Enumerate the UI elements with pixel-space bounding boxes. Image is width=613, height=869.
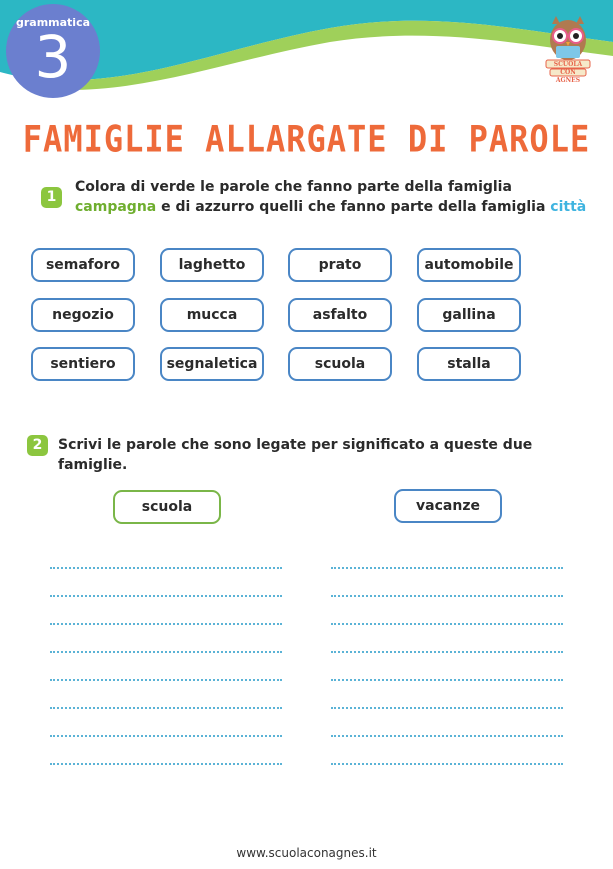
word-box-gallina[interactable]: gallina <box>417 298 521 332</box>
writing-line[interactable] <box>50 623 282 625</box>
writing-line[interactable] <box>50 735 282 737</box>
writing-line[interactable] <box>331 735 563 737</box>
word-box-stalla[interactable]: stalla <box>417 347 521 381</box>
word-box-segnaletica[interactable]: segnaletica <box>160 347 264 381</box>
word-box-semaforo[interactable]: semaforo <box>31 248 135 282</box>
family-box-vacanze: vacanze <box>394 489 502 523</box>
writing-line[interactable] <box>50 595 282 597</box>
writing-line[interactable] <box>331 623 563 625</box>
exercise-1-instruction <box>75 177 595 217</box>
writing-line[interactable] <box>331 595 563 597</box>
writing-line[interactable] <box>50 651 282 653</box>
word-box-laghetto[interactable]: laghetto <box>160 248 264 282</box>
writing-line[interactable] <box>50 763 282 765</box>
word-box-sentiero[interactable]: sentiero <box>31 347 135 381</box>
word-box-automobile[interactable]: automobile <box>417 248 521 282</box>
word-box-asfalto[interactable]: asfalto <box>288 298 392 332</box>
page-title: FAMIGLIE ALLARGATE DI PAROLE <box>22 117 591 161</box>
family-word-citta: città <box>550 199 587 215</box>
word-box-scuola[interactable]: scuola <box>288 347 392 381</box>
word-box-mucca[interactable]: mucca <box>160 298 264 332</box>
logo-text-agnes: AGNES <box>555 77 581 84</box>
exercise-1-badge: 1 <box>41 187 62 208</box>
footer-url: www.scuolaconagnes.it <box>236 846 377 860</box>
family-box-scuola: scuola <box>113 490 221 524</box>
writing-line[interactable] <box>331 567 563 569</box>
writing-line[interactable] <box>331 763 563 765</box>
writing-line[interactable] <box>50 707 282 709</box>
exercise-1-line1: Colora di verde le parole che fanno parte della famiglia <box>75 179 512 195</box>
writing-line[interactable] <box>50 679 282 681</box>
writing-line[interactable] <box>50 567 282 569</box>
family-word-campagna: campagna <box>75 199 157 215</box>
writing-line[interactable] <box>331 679 563 681</box>
logo-text-scuola: SCUOLA <box>553 61 583 68</box>
exercise-2-badge: 2 <box>27 435 48 456</box>
logo-text-con: CON <box>560 69 576 76</box>
exercise-2-instruction: Scrivi le parole che sono legate per significato a queste due famiglie. <box>58 437 533 473</box>
grade-number: 3 <box>34 23 72 91</box>
word-box-negozio[interactable]: negozio <box>31 298 135 332</box>
writing-line[interactable] <box>331 707 563 709</box>
word-box-prato[interactable]: prato <box>288 248 392 282</box>
grade-label: grammatica <box>15 16 91 29</box>
exercise-1-line2: e di azzurro quelli che fanno parte della famiglia <box>156 199 551 215</box>
grade-badge <box>6 4 100 98</box>
writing-line[interactable] <box>331 651 563 653</box>
